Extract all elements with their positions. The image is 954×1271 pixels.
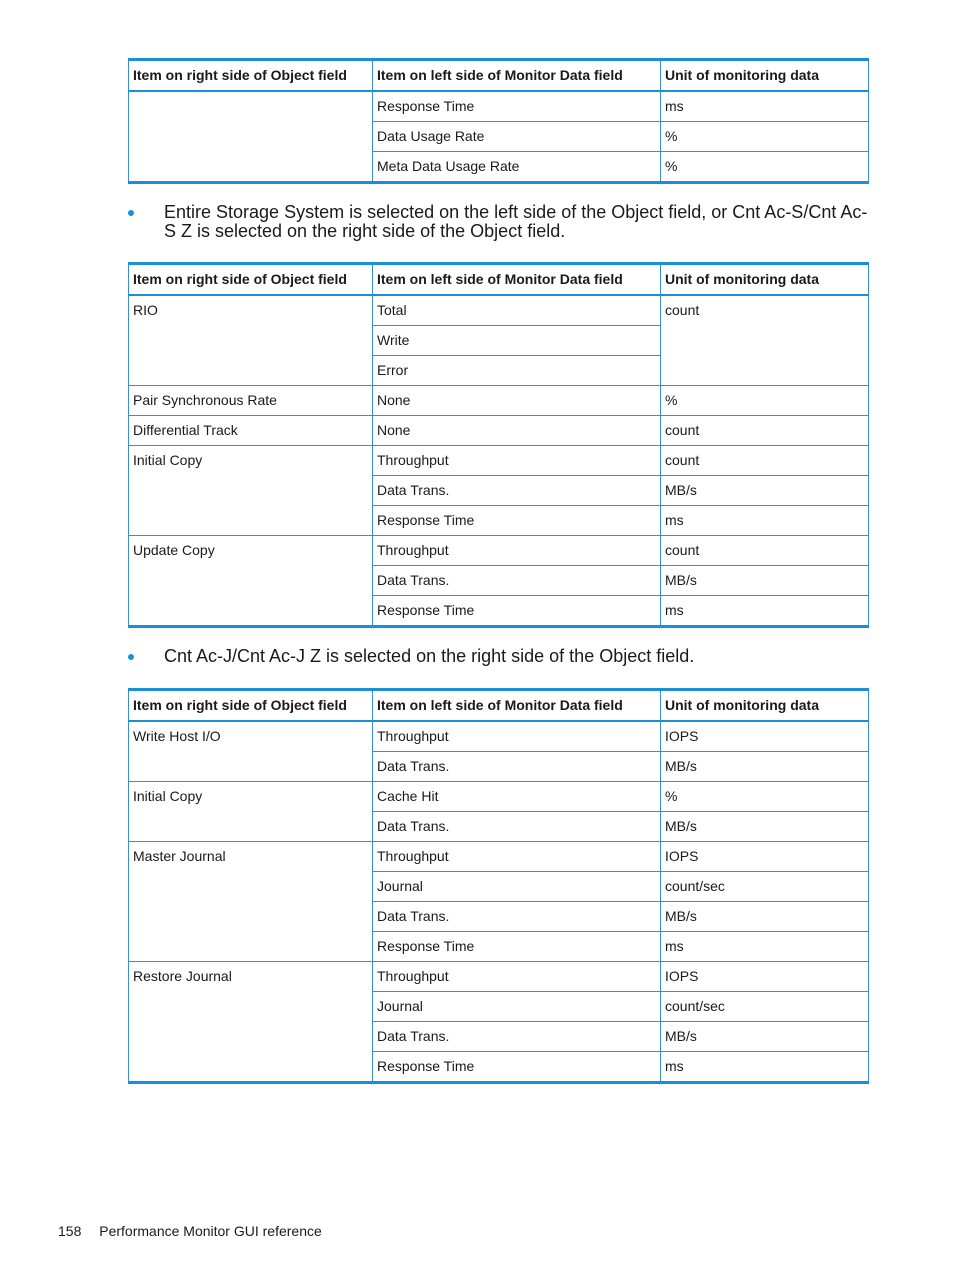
monitor-cell: Throughput (373, 446, 661, 476)
monitor-cell: Data Trans. (373, 566, 661, 596)
monitor-cell: Data Trans. (373, 812, 661, 842)
table-row (129, 91, 869, 122)
table-row (129, 536, 869, 566)
monitor-cell: Cache Hit (373, 782, 661, 812)
object-cell: Pair Synchronous Rate (129, 386, 373, 416)
monitor-cell: None (373, 416, 661, 446)
header-unit: Unit of monitoring data (661, 60, 869, 92)
header-unit: Unit of monitoring data (661, 690, 869, 722)
monitor-cell: Data Usage Rate (373, 122, 661, 152)
monitor-cell: Data Trans. (373, 476, 661, 506)
monitor-cell: Journal (373, 992, 661, 1022)
unit-cell: ms (661, 596, 869, 627)
unit-cell: ms (661, 506, 869, 536)
object-cell: Differential Track (129, 416, 373, 446)
table-2 (128, 262, 869, 628)
object-cell (129, 91, 373, 183)
unit-cell: MB/s (661, 476, 869, 506)
monitor-cell: Response Time (373, 932, 661, 962)
table-row (129, 782, 869, 812)
monitor-cell: Data Trans. (373, 752, 661, 782)
unit-cell: IOPS (661, 721, 869, 752)
object-cell: Write Host I/O (129, 721, 373, 782)
footer-title: Performance Monitor GUI reference (99, 1223, 322, 1239)
monitor-cell: Throughput (373, 721, 661, 752)
header-monitor-data-field: Item on left side of Monitor Data field (373, 264, 661, 296)
monitor-cell: None (373, 386, 661, 416)
bullet-icon (128, 654, 134, 660)
table-row (129, 962, 869, 992)
page-number: 158 (58, 1223, 82, 1239)
unit-cell: count (661, 295, 869, 386)
object-cell: Initial Copy (129, 782, 373, 842)
table-row (129, 721, 869, 752)
header-object-field: Item on right side of Object field (129, 60, 373, 92)
object-cell: RIO (129, 295, 373, 386)
bullet-item (128, 203, 868, 241)
unit-cell: count/sec (661, 872, 869, 902)
monitor-cell: Meta Data Usage Rate (373, 152, 661, 183)
bullet-item (128, 647, 868, 666)
header-object-field: Item on right side of Object field (129, 264, 373, 296)
monitor-cell: Total (373, 295, 661, 326)
monitor-cell: Throughput (373, 842, 661, 872)
unit-cell: ms (661, 932, 869, 962)
monitor-cell: Journal (373, 872, 661, 902)
monitor-cell: Write (373, 326, 661, 356)
unit-cell: count (661, 416, 869, 446)
table-3 (128, 688, 869, 1084)
table-row (129, 295, 869, 326)
header-unit: Unit of monitoring data (661, 264, 869, 296)
unit-cell: IOPS (661, 842, 869, 872)
monitor-cell: Error (373, 356, 661, 386)
header-monitor-data-field: Item on left side of Monitor Data field (373, 60, 661, 92)
unit-cell: MB/s (661, 812, 869, 842)
monitor-cell: Response Time (373, 506, 661, 536)
object-cell: Update Copy (129, 536, 373, 627)
unit-cell: ms (661, 1052, 869, 1083)
bullet-icon (128, 210, 134, 216)
unit-cell: % (661, 782, 869, 812)
unit-cell: count/sec (661, 992, 869, 1022)
bullet-text: Cnt Ac-J/Cnt Ac-J Z is selected on the right side of the Object field. (164, 646, 695, 666)
unit-cell: count (661, 446, 869, 476)
unit-cell: % (661, 122, 869, 152)
monitor-cell: Data Trans. (373, 902, 661, 932)
bullet-text: Entire Storage System is selected on the left side of the Object field, or Cnt Ac-S/Cnt Ac-S Z is selected on the right side of the Object field. (164, 202, 868, 241)
unit-cell: MB/s (661, 566, 869, 596)
table-1 (128, 58, 869, 184)
header-monitor-data-field: Item on left side of Monitor Data field (373, 690, 661, 722)
object-cell: Master Journal (129, 842, 373, 962)
unit-cell: MB/s (661, 1022, 869, 1052)
table-header-row (129, 264, 869, 296)
unit-cell: % (661, 386, 869, 416)
page-footer (58, 1223, 322, 1239)
object-cell: Initial Copy (129, 446, 373, 536)
unit-cell: IOPS (661, 962, 869, 992)
object-cell: Restore Journal (129, 962, 373, 1083)
monitor-cell: Response Time (373, 91, 661, 122)
table-row (129, 446, 869, 476)
table-header-row (129, 690, 869, 722)
unit-cell: ms (661, 91, 869, 122)
table-row (129, 386, 869, 416)
table-row (129, 416, 869, 446)
table-header-row (129, 60, 869, 92)
monitor-cell: Response Time (373, 596, 661, 627)
unit-cell: % (661, 152, 869, 183)
unit-cell: count (661, 536, 869, 566)
monitor-cell: Throughput (373, 962, 661, 992)
monitor-cell: Response Time (373, 1052, 661, 1083)
header-object-field: Item on right side of Object field (129, 690, 373, 722)
table-row (129, 842, 869, 872)
unit-cell: MB/s (661, 752, 869, 782)
monitor-cell: Throughput (373, 536, 661, 566)
monitor-cell: Data Trans. (373, 1022, 661, 1052)
unit-cell: MB/s (661, 902, 869, 932)
